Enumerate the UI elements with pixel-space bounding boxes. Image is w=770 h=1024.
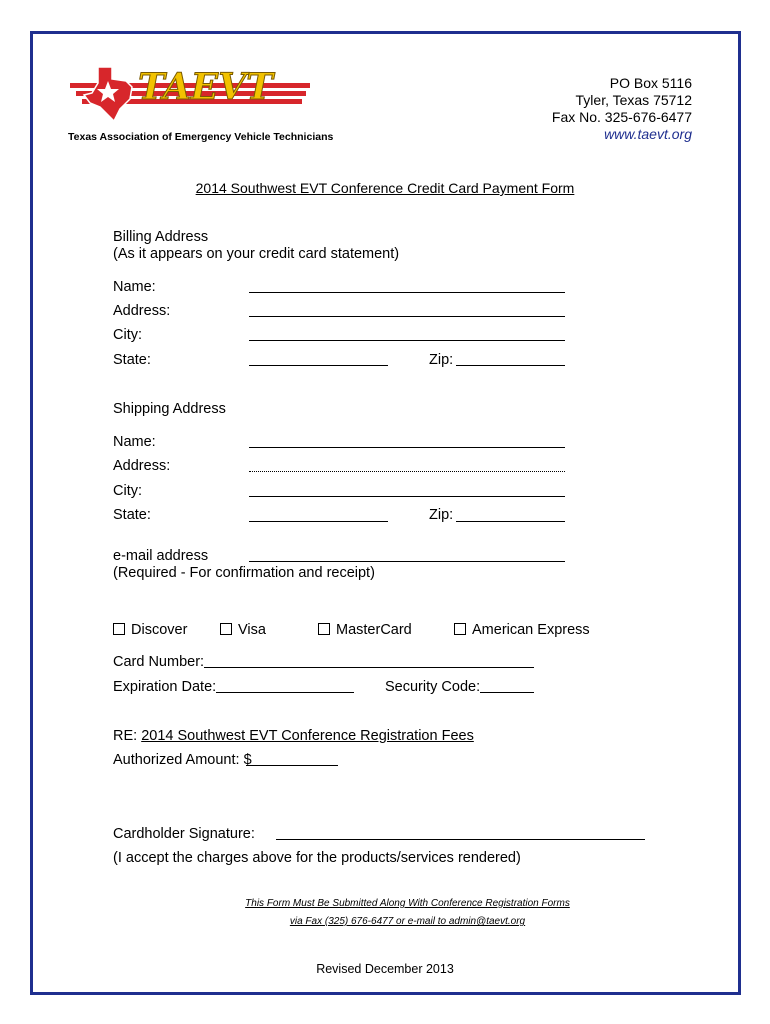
- accept-statement: (I accept the charges above for the products/services rendered): [113, 850, 521, 866]
- mastercard-checkbox[interactable]: [318, 623, 330, 635]
- re-subject: 2014 Southwest EVT Conference Registration Fees: [141, 728, 474, 744]
- org-name: Texas Association of Emergency Vehicle Technicians: [68, 131, 334, 143]
- billing-state-label: State:: [113, 352, 151, 368]
- fax-number: Fax No. 325-676-6477: [551, 109, 692, 125]
- shipping-city-label: City:: [113, 483, 142, 499]
- form-title: 2014 Southwest EVT Conference Credit Card Payment Form: [195, 180, 575, 196]
- shipping-heading: Shipping Address: [113, 401, 226, 417]
- logo-wordmark: TAEVT: [138, 66, 273, 108]
- billing-address-field[interactable]: [249, 316, 565, 317]
- billing-city-label: City:: [113, 327, 142, 343]
- card-option-amex[interactable]: American Express: [454, 622, 590, 638]
- authorized-amount-field[interactable]: [246, 765, 338, 766]
- billing-zip-field[interactable]: [456, 365, 565, 366]
- discover-checkbox[interactable]: [113, 623, 125, 635]
- email-note: (Required - For confirmation and receipt): [113, 565, 375, 581]
- taevt-logo: [68, 55, 318, 125]
- expiration-field[interactable]: [216, 692, 354, 693]
- po-box: PO Box 5116: [609, 75, 692, 91]
- shipping-state-label: State:: [113, 507, 151, 523]
- card-option-visa[interactable]: Visa: [220, 622, 266, 638]
- revision-date: Revised December 2013: [316, 962, 454, 976]
- signature-field[interactable]: [276, 839, 645, 840]
- signature-label: Cardholder Signature:: [113, 826, 255, 842]
- email-field[interactable]: [249, 561, 565, 562]
- re-line: RE: 2014 Southwest EVT Conference Registration Fees: [113, 728, 474, 744]
- billing-city-field[interactable]: [249, 340, 565, 341]
- shipping-address-field[interactable]: [249, 471, 565, 472]
- shipping-name-label: Name:: [113, 434, 156, 450]
- security-code-label: Security Code:: [385, 679, 481, 695]
- billing-address-label: Address:: [113, 303, 171, 319]
- shipping-state-field[interactable]: [249, 521, 388, 522]
- shipping-zip-field[interactable]: [456, 521, 565, 522]
- shipping-address-label: Address:: [113, 458, 171, 474]
- card-number-label: Card Number:: [113, 654, 205, 670]
- authorized-amount-label: Authorized Amount: $: [113, 752, 252, 768]
- billing-state-field[interactable]: [249, 365, 388, 366]
- website-link[interactable]: www.taevt.org: [604, 126, 692, 142]
- shipping-city-field[interactable]: [249, 496, 565, 497]
- expiration-label: Expiration Date:: [113, 679, 217, 695]
- card-number-field[interactable]: [204, 667, 534, 668]
- card-option-mastercard[interactable]: MasterCard: [318, 622, 412, 638]
- visa-checkbox[interactable]: [220, 623, 232, 635]
- billing-name-field[interactable]: [249, 292, 565, 293]
- billing-zip-label: Zip:: [429, 352, 454, 368]
- security-code-field[interactable]: [480, 692, 534, 693]
- card-option-discover[interactable]: Discover: [113, 622, 187, 638]
- billing-heading: Billing Address: [113, 229, 209, 245]
- amex-checkbox[interactable]: [454, 623, 466, 635]
- shipping-name-field[interactable]: [249, 447, 565, 448]
- billing-subheading: (As it appears on your credit card statement): [113, 246, 400, 262]
- city-state-zip: Tyler, Texas 75712: [575, 92, 692, 108]
- submission-contact: via Fax (325) 676-6477 or e-mail to admin@taevt.org: [289, 916, 526, 927]
- billing-name-label: Name:: [113, 279, 156, 295]
- shipping-zip-label: Zip:: [429, 507, 454, 523]
- submission-note: This Form Must Be Submitted Along With Conference Registration Forms: [245, 898, 570, 909]
- email-label: e-mail address: [113, 548, 209, 564]
- contact-block: [552, 75, 692, 143]
